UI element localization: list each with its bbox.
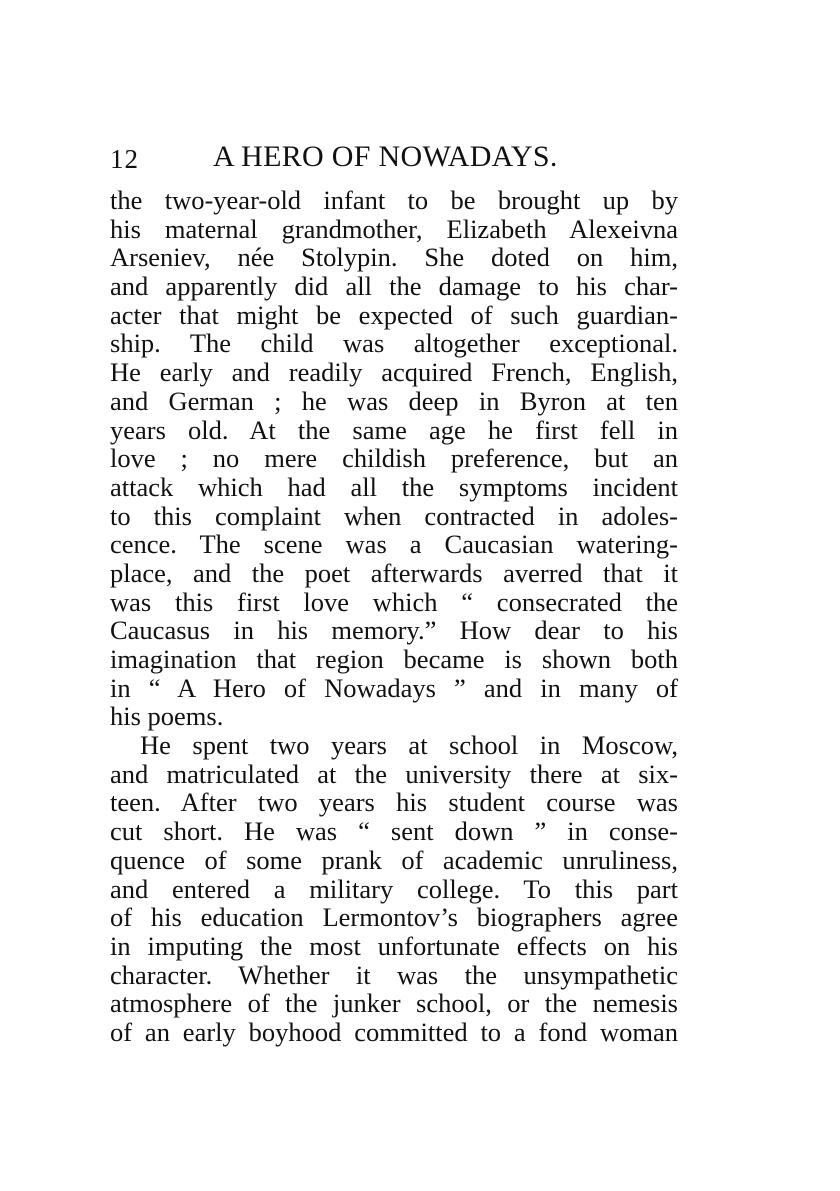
text-line: the two-year-old infant to be brought up by <box>110 185 678 215</box>
text-line: ship. The child was altogether exceptional. <box>110 328 678 359</box>
text-line: Caucasus in his memory.” How dear to his <box>110 615 678 646</box>
text-line: atmosphere of the junker school, or the nemesis <box>110 988 678 1019</box>
text-line: in “ A Hero of Nowadays ” and in many of <box>110 672 678 703</box>
body-text <box>110 186 678 1047</box>
running-title: A HERO OF NOWADAYS. <box>213 140 558 173</box>
page-number: 12 <box>110 144 139 174</box>
page-header <box>110 140 680 180</box>
text-line: his maternal grandmother, Elizabeth Alexeivna <box>110 213 678 244</box>
text-line: and matriculated at the university there at six- <box>110 758 678 789</box>
text-line: love ; no mere childish preference, but an <box>110 443 678 474</box>
text-line: cut short. He was “ sent down ” in conse- <box>110 816 678 847</box>
text-line: of his education Lermontov’s biographers agree <box>110 902 678 933</box>
text-line: was this first love which “ consecrated the <box>110 586 678 617</box>
paragraph-end-line: his poems. <box>110 701 224 732</box>
text-line: cence. The scene was a Caucasian watering- <box>110 529 678 560</box>
text-line: and German ; he was deep in Byron at ten <box>110 385 678 416</box>
paragraph-start-line: He spent two years at school in Moscow, <box>140 730 678 761</box>
text-line: years old. At the same age he first fell in <box>110 414 678 445</box>
text-line: acter that might be expected of such guardian- <box>110 299 678 330</box>
text-line: attack which had all the symptoms incident <box>110 471 678 502</box>
text-line: He early and readily acquired French, English, <box>110 357 678 388</box>
text-line: of an early boyhood committed to a fond woman <box>110 1016 678 1047</box>
text-line: Arseniev, née Stolypin. She doted on him, <box>110 242 678 273</box>
text-line: and entered a military college. To this part <box>110 873 678 904</box>
text-line: and apparently did all the damage to his char- <box>110 271 678 302</box>
text-line: imagination that region became is shown both <box>110 644 678 674</box>
text-line: place, and the poet afterwards averred that it <box>110 557 678 588</box>
text-line: in imputing the most unfortunate effects on his <box>110 930 678 961</box>
text-line: character. Whether it was the unsympathetic <box>110 959 678 990</box>
text-line: to this complaint when contracted in adoles- <box>110 500 678 531</box>
text-line: quence of some prank of academic unruliness, <box>110 844 678 875</box>
text-line: teen. After two years his student course was <box>110 787 678 818</box>
